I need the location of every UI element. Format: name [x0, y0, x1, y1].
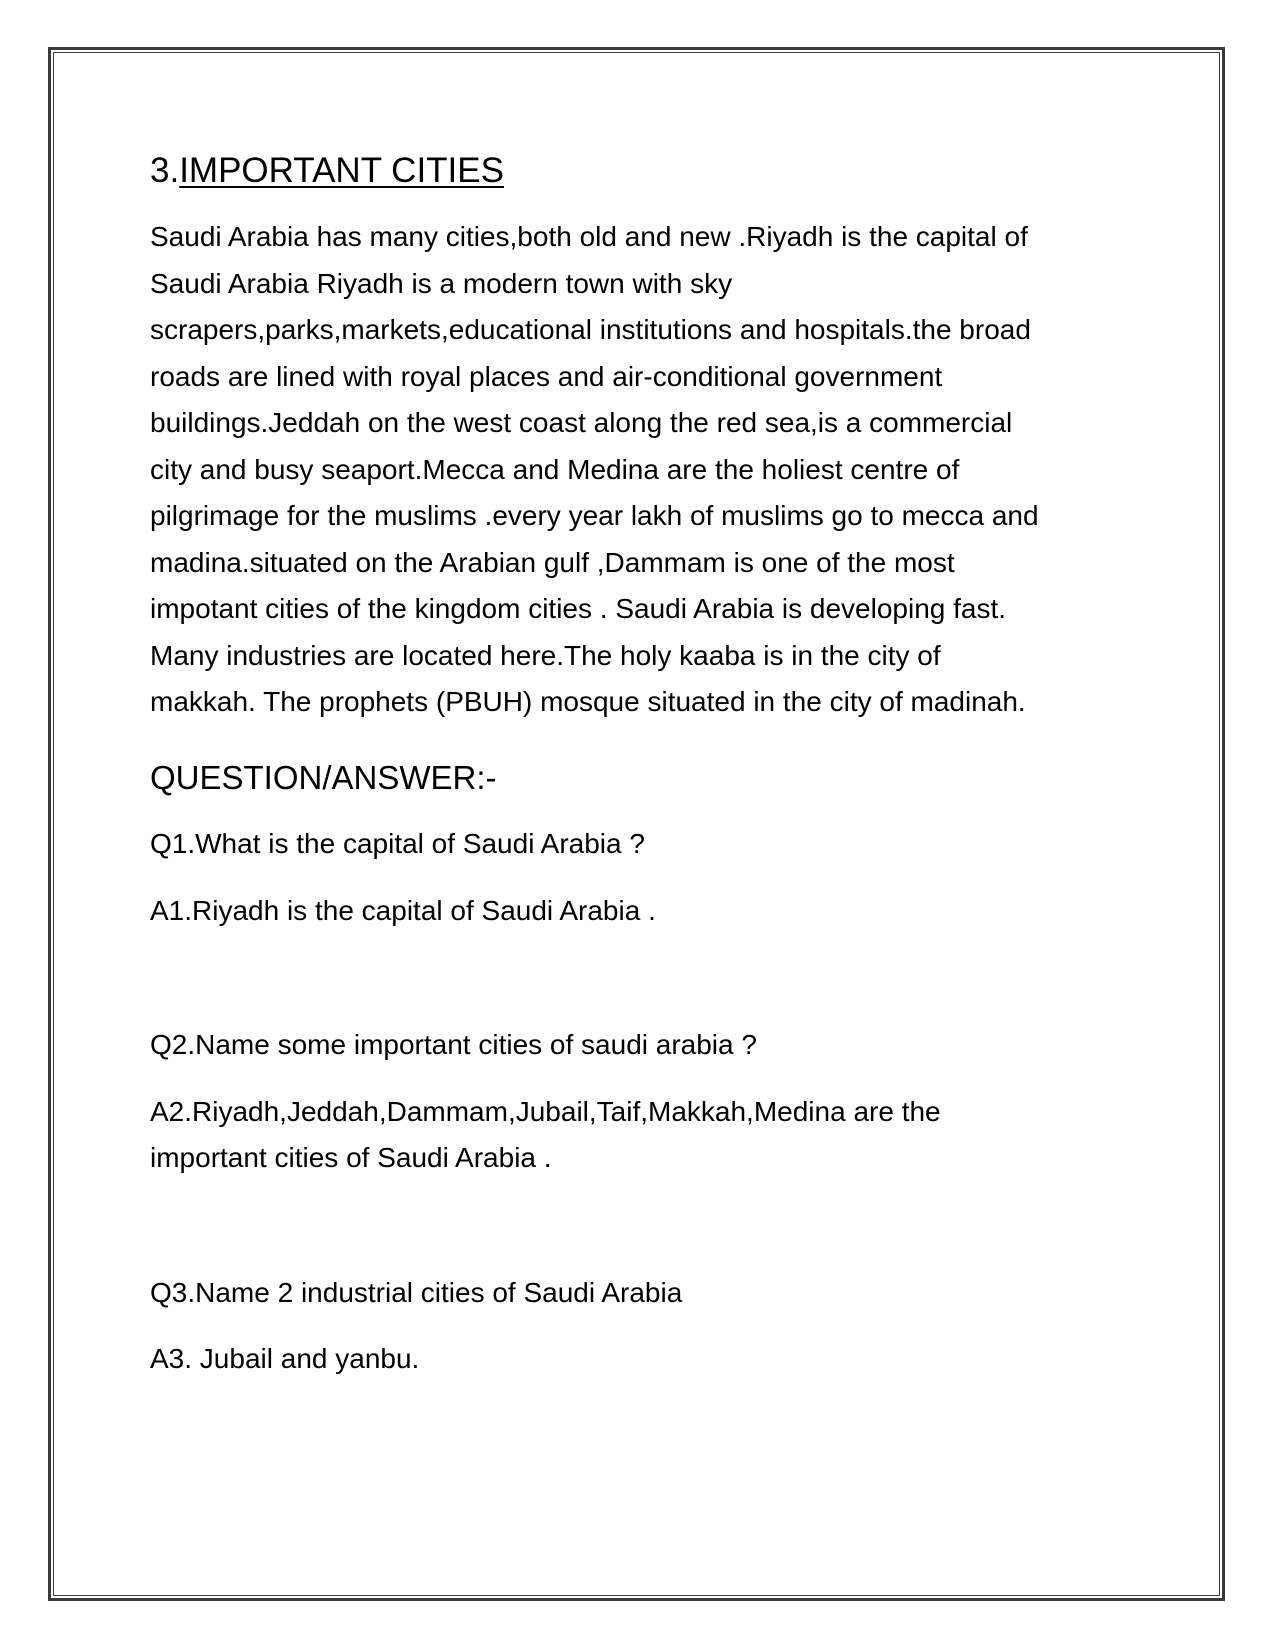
qa-heading: QUESTION/ANSWER:- — [150, 758, 497, 796]
body-paragraph: Saudi Arabia has many cities,both old and new .Riyadh is the capital of Saudi Arabia Riyadh is a modern town with sky scrapers,parks,markets,educational institutions and hospitals.the broad roads are lined with royal places and air-conditional government buildings.Jeddah on the west coast along the red sea,is a commercial city and busy seaport.Mecca and Medina are the holiest centre of pilgrimage for the muslims .every year lakh of muslims go to mecca and madina.situated on the Arabian gulf ,Dammam is one of the most impotant cities of the kingdom cities . Saudi Arabia is developing fast. Many industries are located here.The holy kaaba is in the city of makkah. The prophets (PBUH) mosque situated in the city of madinah. — [150, 221, 1039, 717]
spacer — [150, 1202, 1130, 1270]
answer-3: A3. Jubail and yanbu. — [150, 1343, 420, 1375]
answer-1: A1.Riyadh is the capital of Saudi Arabia . — [150, 894, 656, 926]
section-number: 3. — [150, 151, 180, 190]
section-heading — [150, 150, 1130, 192]
question-1: Q1.What is the capital of Saudi Arabia ? — [150, 828, 645, 860]
answer-2: A2.Riyadh,Jeddah,Dammam,Jubail,Taif,Makkah,Medina are the important cities of Saudi Arabia . — [150, 1095, 941, 1174]
document-content — [150, 150, 1130, 1403]
question-3: Q3.Name 2 industrial cities of Saudi Arabia — [150, 1276, 683, 1308]
question-2: Q2.Name some important cities of saudi arabia ? — [150, 1029, 757, 1061]
section-title: IMPORTANT CITIES — [179, 151, 504, 190]
spacer — [150, 954, 1130, 1022]
